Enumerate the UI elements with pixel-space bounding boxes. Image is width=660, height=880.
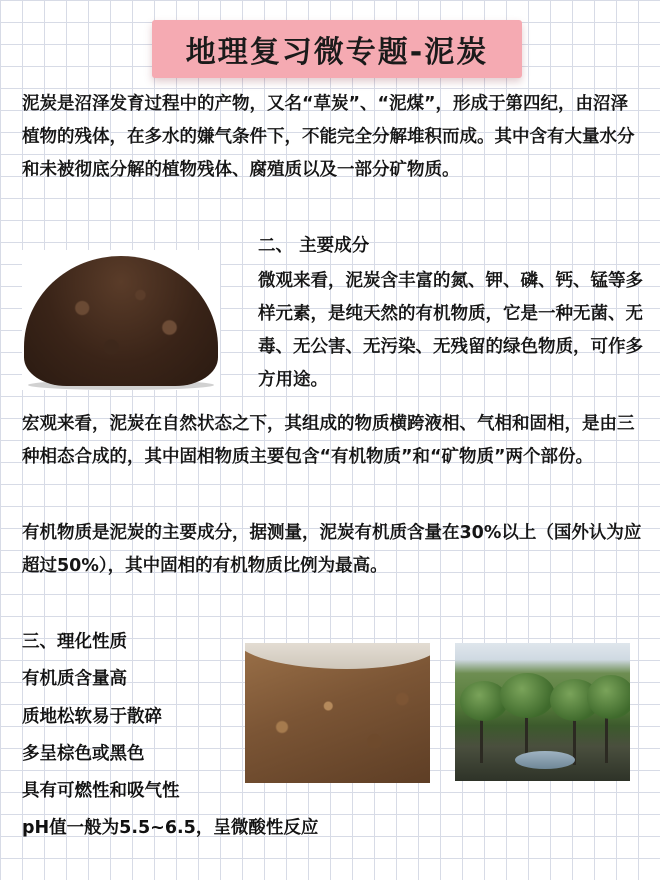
- property-item: 多呈棕色或黑色: [22, 744, 145, 764]
- title-banner: [152, 20, 522, 78]
- property-item: pH值一般为5.5~6.5，呈微酸性反应: [22, 818, 319, 838]
- macro-paragraph: 宏观来看，泥炭在自然状态之下，其组成的物质横跨液相、气相和固相，是由三种相态合成的，其中固相物质主要包含“有机物质”和“矿物质”两个部份。: [22, 414, 635, 467]
- micro-paragraph: 微观来看，泥炭含丰富的氮、钾、磷、钙、锰等多样元素，是纯天然的有机物质，它是一种无菌、无毒、无公害、无污染、无残留的绿色物质，可作多方用途。: [258, 271, 643, 390]
- intro-paragraph: 泥炭是沼泽发育过程中的产物，又名“草炭”、“泥煤”，形成于第四纪，由沼泽植物的残体，在多水的嫌气条件下，不能完全分解堆积而成。其中含有大量水分和未被彻底分解的植物残体、腐殖质以及一部分矿物质。: [22, 94, 635, 180]
- peat-closeup-image: [245, 643, 430, 783]
- section2-heading: 二、 主要成分: [258, 236, 370, 256]
- property-item: 有机质含量高: [22, 669, 127, 689]
- property-item: 具有可燃性和吸气性: [22, 781, 180, 801]
- wetland-photo-image: [455, 643, 630, 781]
- soil-pile-image: [22, 250, 220, 390]
- page-title: 地理复习微专题-泥炭: [185, 35, 489, 70]
- section3-heading: 三、理化性质: [22, 632, 127, 652]
- organic-paragraph: 有机物质是泥炭的主要成分，据测量，泥炭有机质含量在30%以上（国外认为应超过50%），其中固相的有机物质比例为最高。: [22, 523, 642, 576]
- property-item: 质地松软易于散碎: [22, 707, 162, 727]
